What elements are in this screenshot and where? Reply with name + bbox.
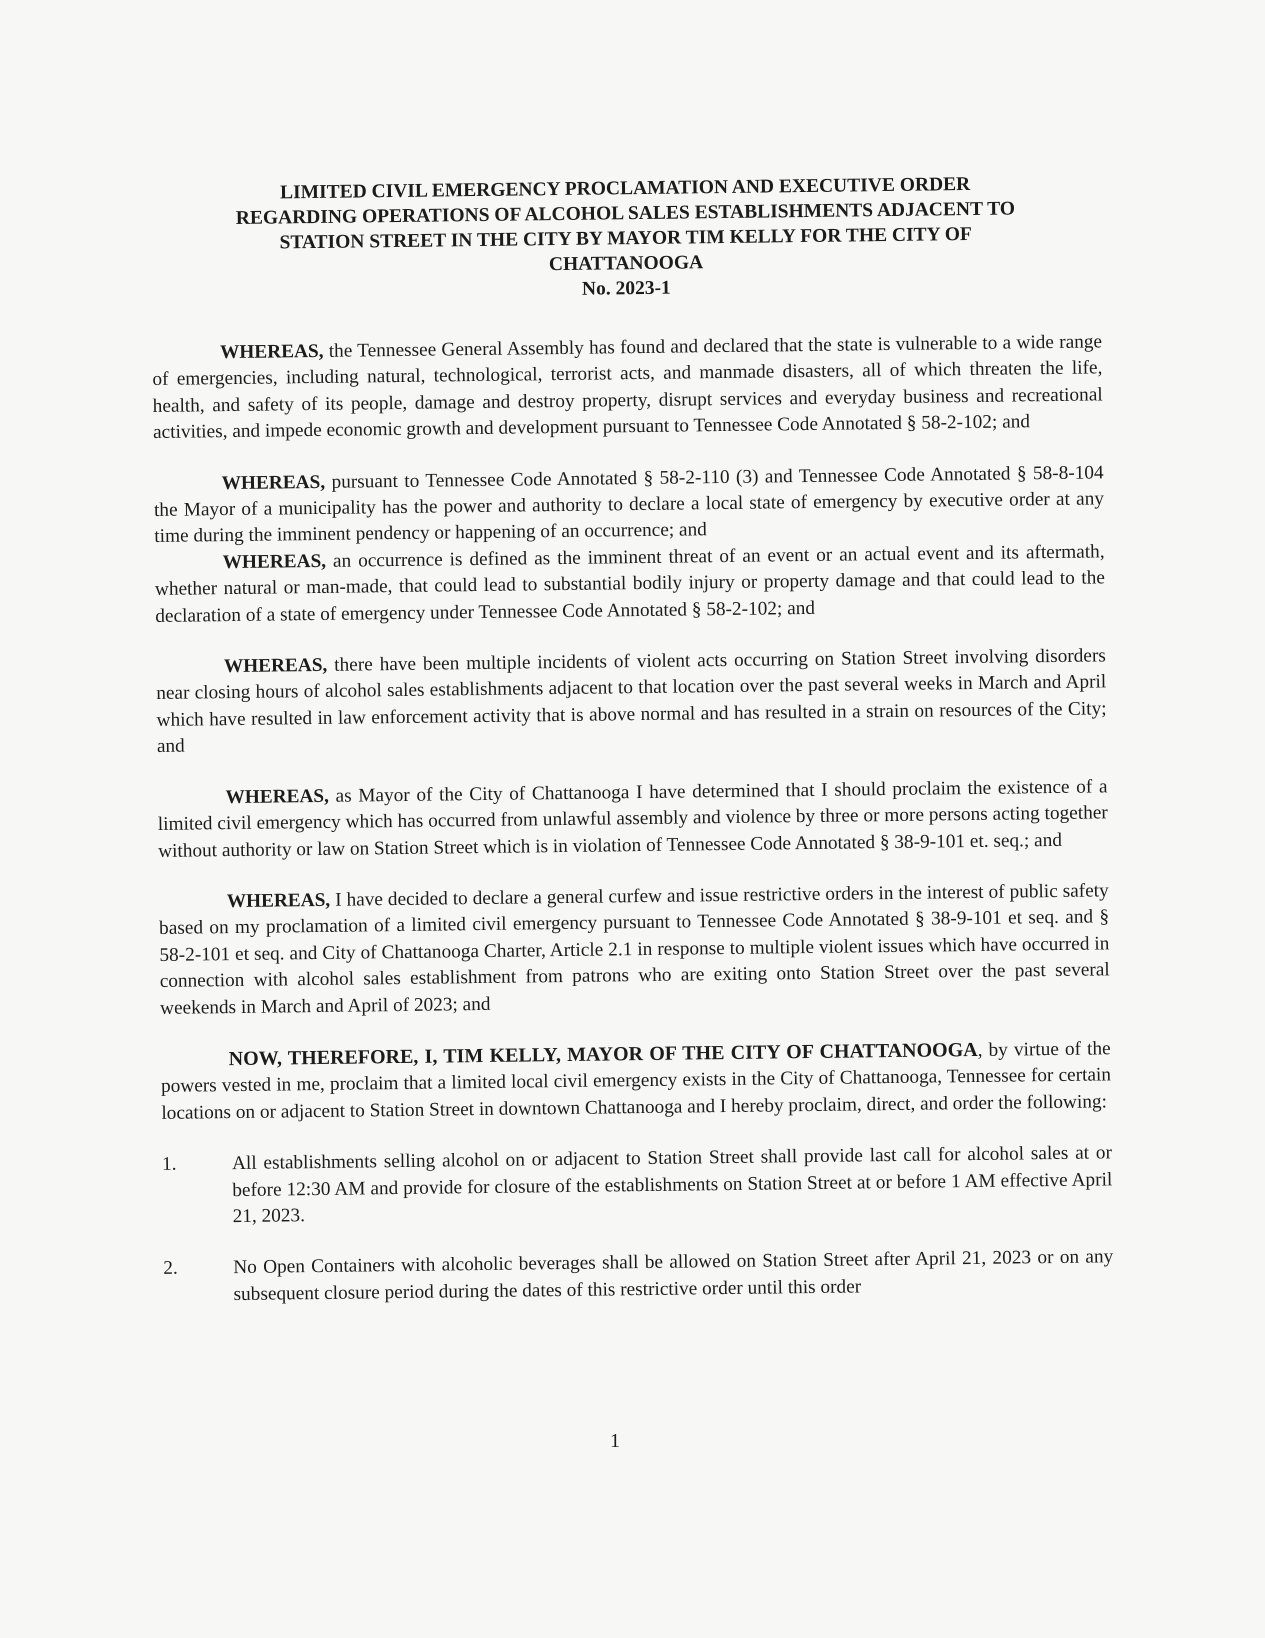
whereas-lead: WHEREAS, xyxy=(221,471,326,494)
paragraph-text: the Tennessee General Assembly has found and declared that the state is vulnerable to a wide range of emergencies, including natural, technological, terrorist acts, and manmade disasters, all of which threaten the life, health, and safety of its people, damage and destroy property, disrupt services and everyday business and recreational activities, and impede economic growth and development pursuant to Tennessee Code Annotated § 58-2-102; and xyxy=(152,331,1103,444)
paragraph-text: I have decided to declare a general curfew and issue restrictive orders in the interest of public safety based on my proclamation of a limited civil emergency pursuant to Tennessee Code Annotated § 38-9-101 et seq. and § 58-2-101 et seq. and City of Chattanooga Charter, Article 2.1 in response to multiple violent issues which have occurred in connection with alcohol sales establishment from patrons who are exiting onto Station Street over the past several weekends in March and April of 2023; and xyxy=(158,880,1110,1019)
document-body xyxy=(150,170,1114,1309)
document-title xyxy=(150,170,1101,307)
whereas-paragraph-6 xyxy=(159,878,1111,1022)
title-line: STATION STREET IN THE CITY BY MAYOR TIM KELLY FOR THE CITY OF xyxy=(279,223,973,254)
whereas-lead: WHEREAS, xyxy=(225,785,330,808)
whereas-paragraph-2 xyxy=(154,460,1105,551)
whereas-paragraph-5 xyxy=(157,774,1108,865)
whereas-paragraph-3 xyxy=(155,539,1106,630)
paragraph-text: pursuant to Tennessee Code Annotated § 58-2-110 (3) and Tennessee Code Annotated § 58-8-104 the Mayor of a municipality has the power and authority to declare a local state of emergency by executive order at any time during the imminent pendency or happening of an occurrence; and xyxy=(153,461,1105,548)
item-number: 1. xyxy=(161,1153,177,1176)
order-item-1 xyxy=(162,1140,1113,1231)
order-item-2 xyxy=(163,1245,1114,1309)
item-text: No Open Containers with alcoholic beverages shall be allowed on Station Street after April 21, 2023 or on any subsequent closure period during the dates of this restrictive order until this order xyxy=(233,1246,1114,1305)
page-number: 1 xyxy=(610,1430,620,1452)
title-line: LIMITED CIVIL EMERGENCY PROCLAMATION AND EXECUTIVE ORDER xyxy=(279,173,971,204)
paragraph-text: there have been multiple incidents of violent acts occurring on Station Street involving disorders near closing hours of alcohol sales establishments adjacent to that location over the past several weeks in March and April which have resulted in law enforcement activity that is above normal and has resulted in a strain on resources of the City; and xyxy=(156,645,1107,758)
whereas-paragraph-4 xyxy=(156,643,1107,760)
whereas-paragraph-1 xyxy=(152,329,1103,446)
title-line: REGARDING OPERATIONS OF ALCOHOL SALES ESTABLISHMENTS ADJACENT TO xyxy=(235,198,1016,229)
order-number: No. 2023-1 xyxy=(581,277,671,300)
item-text: All establishments selling alcohol on or adjacent to Station Street shall provide last call for alcohol sales at or before 12:30 AM and provide for closure of the establishments on Station Street at or before 1 AM effective April 21, 2023. xyxy=(231,1142,1113,1228)
whereas-lead: WHEREAS, xyxy=(226,889,331,913)
paragraph-text: as Mayor of the City of Chattanooga I have determined that I should proclaim the existence of a limited civil emergency which has occurred from unlawful assembly and violence by three or more persons acting together without authority or law on Station Street which is in violation of Tennessee Code Annotated § 38-9-101 et. seq.; and xyxy=(157,776,1108,862)
whereas-lead: WHEREAS, xyxy=(222,550,327,573)
whereas-lead: WHEREAS, xyxy=(219,340,324,364)
now-therefore-paragraph xyxy=(161,1035,1112,1127)
paragraph-text: an occurrence is defined as the imminent threat of an event or an actual event and its aftermath, whether natural or man-made, that could lead to substantial bodily injury or property damage and that could lead to the declaration of a state of emergency under Tennessee Code Annotated § 58-2-102; and xyxy=(154,541,1106,627)
item-number: 2. xyxy=(163,1258,178,1280)
whereas-lead: WHEREAS, xyxy=(223,654,328,678)
paragraph-text: , by virtue of the powers vested in me, proclaim that a limited local civil emergency exists in the City of Chattanooga, Tennessee for certain locations on or adjacent to Station Street in downtown Chattanooga and I hereby proclaim, direct, and order the following: xyxy=(160,1038,1112,1124)
title-line: CHATTANOOGA xyxy=(548,252,704,276)
now-therefore-lead: NOW, THEREFORE, I, TIM KELLY, MAYOR OF THE CITY OF CHATTANOOGA xyxy=(228,1038,978,1071)
